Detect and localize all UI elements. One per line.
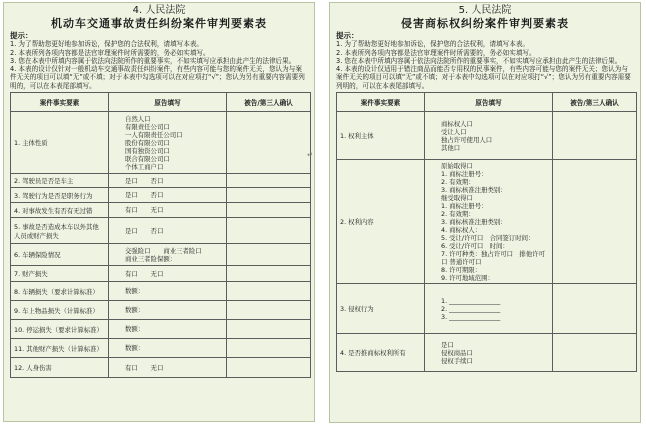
element-label: 4. 是否推商标权利所有: [337, 334, 425, 372]
option-line: 受让人口: [441, 127, 467, 136]
table-row: [11, 282, 311, 301]
defendant-confirm-cell[interactable]: [227, 282, 311, 301]
column-header-plaintiff: 原告填写: [109, 93, 227, 112]
element-label: 4. 对事故发生有否有无过错: [11, 203, 109, 218]
table-row: [337, 284, 637, 334]
plaintiff-answer-cell[interactable]: [109, 339, 227, 358]
defendant-confirm-cell[interactable]: [227, 218, 311, 244]
element-label: 2. 权利内容: [337, 160, 425, 284]
option-line: 商业三者险保额：: [125, 254, 177, 263]
element-label: 1. 主体性质: [11, 112, 109, 174]
table-row: [11, 358, 311, 378]
table-row: [11, 244, 311, 266]
plaintiff-answer-cell[interactable]: [109, 282, 227, 301]
option-line: 是口: [441, 340, 454, 349]
option-line: 个体工商户口: [125, 162, 164, 171]
elements-table: [336, 92, 637, 372]
table-row: [11, 203, 311, 218]
column-header-plaintiff: 原告填写: [425, 93, 553, 112]
elements-table: [10, 92, 311, 378]
element-label: 1. 权利主体: [337, 112, 425, 160]
document-title: 侵害商标权纠纷案件审判要素表: [401, 17, 569, 30]
table-row: [11, 174, 311, 188]
defendant-confirm-cell[interactable]: [227, 339, 311, 358]
plaintiff-answer-cell[interactable]: [109, 174, 227, 188]
option-line: 3. 商标核准注册类别：: [441, 185, 507, 194]
option-line: 7. 许可种类：独占许可口 排他许可口 普通许可口: [441, 249, 545, 266]
defendant-confirm-cell[interactable]: [227, 112, 311, 174]
tip-line: 1. 为了帮助您更好地参加诉讼，保护您的合法权利，请填写本表。: [336, 40, 530, 49]
option-line: 是口 否口: [125, 226, 164, 235]
element-label: 3. 驾驶行为是否是职务行为: [11, 188, 109, 203]
plaintiff-answer-cell[interactable]: [109, 112, 227, 174]
document-title: 机动车交通事故责任纠纷案件审判要素表: [51, 17, 267, 30]
option-line: 一人有限责任公司口: [125, 130, 183, 139]
option-line: 数额：: [125, 306, 145, 315]
option-line: 有口 无口: [125, 269, 164, 278]
defendant-confirm-cell[interactable]: [553, 112, 637, 160]
defendant-confirm-cell[interactable]: [227, 203, 311, 218]
table-row: [11, 320, 311, 339]
tip-line: 2. 本表所列各项内容都是法官审理案件时所需要的，务必如实填写。: [10, 48, 210, 57]
tips-section: [10, 32, 308, 90]
table-row: [11, 339, 311, 358]
table-header-row: [11, 93, 311, 112]
table-row: [11, 112, 311, 174]
option-line: 数额：: [125, 344, 145, 353]
element-label: 10. 停运损失（要求计算标准）: [11, 320, 109, 339]
element-label: 3. 侵权行为: [337, 284, 425, 334]
plaintiff-answer-cell[interactable]: [109, 244, 227, 266]
option-line: 3. ________________: [441, 312, 501, 321]
defendant-confirm-cell[interactable]: [553, 160, 637, 284]
option-line: 4. 商标权人：: [441, 225, 482, 234]
tips-label: 提示：: [336, 31, 359, 40]
option-line: 国有独资公司口: [125, 146, 170, 155]
plaintiff-answer-cell[interactable]: [425, 112, 553, 160]
option-line: 侵权手续口: [441, 356, 473, 365]
defendant-confirm-cell[interactable]: [227, 320, 311, 339]
table-row: [11, 188, 311, 203]
tip-line: 1. 为了帮助您更好地参加诉讼，保护您的合法权利，请填写本表。: [10, 40, 204, 49]
table-row: [11, 301, 311, 320]
option-line: 2. 有效期：: [441, 209, 475, 218]
left-document: [3, 2, 315, 422]
option-line: 1. ________________: [441, 296, 501, 305]
option-line: 8. 许可期限：: [441, 265, 482, 274]
option-line: 联合有限公司口: [125, 154, 170, 163]
column-header-defendant: 被告/第三人确认: [553, 93, 637, 112]
court-name: 5. 人民法院: [458, 5, 512, 16]
option-line: 有口 无口: [125, 206, 164, 215]
plaintiff-answer-cell[interactable]: [109, 218, 227, 244]
table-row: [337, 334, 637, 372]
table-row: [337, 160, 637, 284]
option-line: 独占许可使用人口: [441, 135, 493, 144]
margin-arrow-icon: ↵: [307, 151, 313, 159]
option-line: 继受取得口: [441, 193, 473, 202]
option-line: 是口 否口: [125, 176, 164, 185]
option-line: 原始取得口: [441, 161, 473, 170]
element-label: 11. 其他财产损失（计算标准）: [11, 339, 109, 358]
element-label: 12. 人身伤害: [11, 358, 109, 378]
option-line: 是口 否口: [125, 191, 164, 200]
table-row: [11, 266, 311, 282]
plaintiff-answer-cell[interactable]: [109, 266, 227, 282]
defendant-confirm-cell[interactable]: [553, 284, 637, 334]
option-line: 侵权商品口: [441, 348, 473, 357]
option-line: 5. 受让/许可口 合同签订时间：: [441, 233, 535, 242]
tips-section: [336, 32, 634, 90]
option-line: 6. 受让/许可口 时间：: [441, 241, 509, 250]
table-row: [11, 218, 311, 244]
option-line: 9. 许可地域范围：: [441, 273, 494, 282]
plaintiff-answer-cell[interactable]: [109, 320, 227, 339]
option-line: 交强险口 商业三者险口: [125, 246, 202, 255]
column-header-elements: 案件事实要素: [11, 93, 109, 112]
defendant-confirm-cell[interactable]: [227, 358, 311, 378]
right-document: [329, 2, 641, 423]
defendant-confirm-cell[interactable]: [227, 244, 311, 266]
option-line: 数额：: [125, 325, 145, 334]
defendant-confirm-cell[interactable]: [553, 334, 637, 372]
tip-line: 4. 本表的设计仅针对一般机动车交通事故责任纠纷案件，有些内容可能与您的案件无关，您认为与案件无关的项目可以填“无”或不填；对于本表中勾选项可以在对应项打“√”；您认为另有重要内容需要列明的，可以在本表尾部填写。: [10, 65, 305, 90]
plaintiff-answer-cell[interactable]: [109, 358, 227, 378]
defendant-confirm-cell[interactable]: [227, 301, 311, 320]
option-line: 其他口: [441, 143, 461, 152]
option-line: 有口 无口: [125, 363, 164, 372]
option-line: 商标权人口: [441, 119, 473, 128]
tip-line: 2. 本表所列各项内容都是法官审理案件时所需要的，务必如实填写。: [336, 48, 536, 57]
option-line: 股份有限公司口: [125, 138, 170, 147]
column-header-defendant: 被告/第三人确认: [227, 93, 311, 112]
element-label: 2. 驾驶员是否是车主: [11, 174, 109, 188]
option-line: 有限责任公司口: [125, 122, 170, 131]
plaintiff-answer-cell[interactable]: [425, 334, 553, 372]
tip-line: 3. 您在本表中所填内容属于依法向法院所作的重要事实，不如实填写应承担由此产生的法律后果。: [336, 56, 622, 65]
defendant-confirm-cell[interactable]: [227, 188, 311, 203]
court-name: 4. 人民法院: [132, 5, 186, 16]
table-header-row: [337, 93, 637, 112]
tip-line: 4. 本表的设计仅适用于错注商品而能否专用权的民事案件，有些内容可能与您的案件无关；您认为与案件无关的项目可以填“无”或不填；对于本表中勾选项可以在对应项打“√”；您认为另有重要内容需要列明的，可以在本表尾部填写。: [336, 65, 631, 90]
plaintiff-answer-cell[interactable]: [425, 284, 553, 334]
option-line: 1. 商标注册号：: [441, 169, 488, 178]
plaintiff-answer-cell[interactable]: [109, 301, 227, 320]
column-header-elements: 案件事实要素: [337, 93, 425, 112]
element-label: 6. 车辆保险情况: [11, 244, 109, 266]
defendant-confirm-cell[interactable]: [227, 174, 311, 188]
option-line: 1. 商标注册号：: [441, 201, 488, 210]
option-line: 2. ________________: [441, 304, 501, 313]
table-row: [337, 112, 637, 160]
option-line: 数额：: [125, 287, 145, 296]
option-line: 自然人口: [125, 114, 151, 123]
element-label: 8. 车辆损失（要求计算标准）: [11, 282, 109, 301]
element-label: 7. 财产损失: [11, 266, 109, 282]
element-label: 5. 事故是否造成本车以外其他人员或财产损失: [11, 218, 109, 244]
defendant-confirm-cell[interactable]: [227, 266, 311, 282]
tips-label: 提示：: [10, 31, 33, 40]
tip-line: 3. 您在本表中所填内容属于依法向法院所作的重要事实，不如实填写应承担由此产生的法律后果。: [10, 56, 296, 65]
option-line: 2. 有效期：: [441, 177, 475, 186]
plaintiff-answer-cell[interactable]: [109, 203, 227, 218]
plaintiff-answer-cell[interactable]: [425, 160, 553, 284]
element-label: 9. 车上物品损失（计算标准）: [11, 301, 109, 320]
plaintiff-answer-cell[interactable]: [109, 188, 227, 203]
option-line: 3. 商标核准注册类别：: [441, 217, 507, 226]
